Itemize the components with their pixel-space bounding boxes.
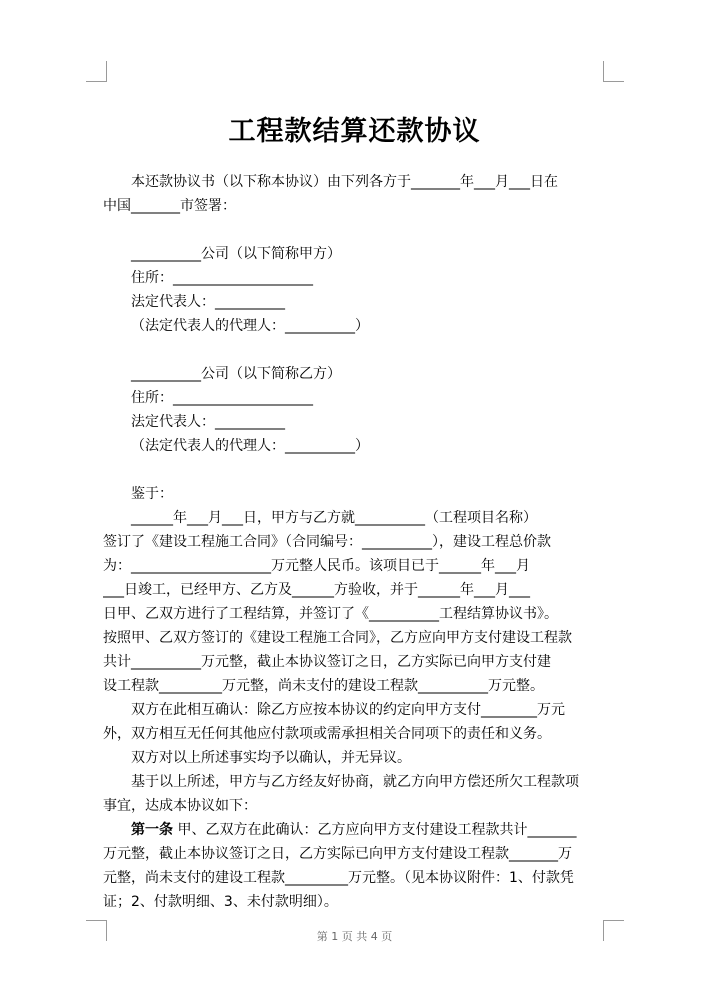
whereas-line: 签订了《建设工程施工合同》（合同编号：__________），建设工程总价款 [103,534,551,550]
party-a-line: __________公司（以下简称甲方） [131,246,341,262]
party-a-line: 法定代表人：__________ [131,294,285,310]
party-b-line: （法定代表人的代理人：__________） [131,438,369,454]
page-footer: 第 1 页 共 4 页 [316,930,393,943]
whereas-line: 设工程款_________万元整，尚未支付的建设工程款__________万元整。 [103,678,544,694]
article-1-line [103,818,605,842]
crop-mark-top-right [603,61,624,82]
whereas-line: ___日竣工，已经甲方、乙方及______方验收，并于______年___月___ [103,582,530,598]
whereas-label: 鉴于： [131,486,173,502]
party-a-line: （法定代表人的代理人：__________） [131,318,369,334]
whereas-line: 日甲、乙双方进行了工程结算，并签订了《__________工程结算协议书》。 [103,606,558,622]
document-body [103,170,605,914]
whereas-line: 按照甲、乙双方签订的《建设工程施工合同》，乙方应向甲方支付建设工程款 [103,630,572,646]
party-b-line: 住所：____________________ [131,390,313,406]
article-1-line: 万元整，截止本协议签订之日，乙方实际已向甲方支付建设工程款_______万 [103,846,572,862]
party-b-line: 法定代表人：__________ [131,414,285,430]
confirm-line: 双方在此相互确认：除乙方应按本协议的约定向甲方支付________万元 [131,702,565,718]
article-1-label: 第一条 [131,822,173,838]
party-b-line: __________公司（以下简称乙方） [131,366,341,382]
basis-line: 基于以上所述，甲方与乙方经友好协商，就乙方向甲方偿还所欠工程款项 [131,774,579,790]
article-1-text: 甲、乙双方在此确认：乙方应向甲方支付建设工程款共计_______ [173,822,577,838]
intro-line: 本还款协议书（以下称本协议）由下列各方于_______年___月___日在 [131,174,558,190]
party-a-line: 住所：____________________ [131,270,313,286]
whereas-line: 为：____________________万元整人民币。该项目已于______年___月 [103,558,530,574]
whereas-line: ______年___月___日，甲方与乙方就__________（工程项目名称） [131,510,537,526]
article-1-line: 元整，尚未支付的建设工程款_________万元整。（见本协议附件：1、付款凭 [103,870,574,886]
whereas-line: 共计__________万元整，截止本协议签订之日，乙方实际已向甲方支付建 [103,654,551,670]
confirm-line: 外，双方相互无任何其他应付款项或需承担相关合同项下的责任和义务。 [103,726,551,742]
basis-line: 事宜，达成本协议如下： [103,798,257,814]
no-dispute-line: 双方对以上所述事实均予以确认，并无异议。 [131,750,411,766]
intro-line: 中国_______市签署： [103,198,236,214]
document-title: 工程款结算还款协议 [228,116,481,147]
article-1-line: 证；2、付款明细、3、未付款明细）。 [103,894,338,910]
crop-mark-top-left [86,61,107,82]
